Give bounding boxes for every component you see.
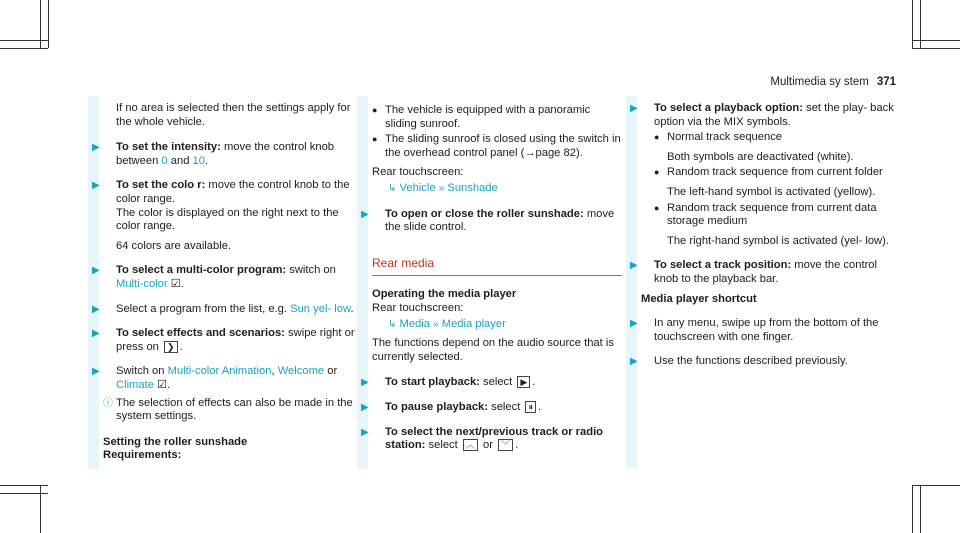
step-track: ▶ To select the next/previous track or radio station: select ︿ or ﹀ . xyxy=(361,425,604,452)
column-3 xyxy=(626,96,898,469)
step-multicolor: ▶ To select a multi-color program: switch on Multi-color ☑. xyxy=(92,264,336,290)
value-link[interactable]: 10 xyxy=(192,154,205,167)
column-2: ● The vehicle is equipped with a panoramic sliding sunroof. ● The sliding sunroof is closed using the switch in the overhead control panel (→page 82). Rear touchscreen: ↳ Vehicle » Sunshade ▶ To open or close the roller sunshade: move the slide control. Rear media Operating the media player Rear touchscreen: ↳ Media » Media player The functions depend on the audio source that is currently selected. ▶ To start playback: select ▶ . ▶ To pause playback: select ⏸ . ▶ To select the next/previous track or radio station: select ︿ or ﹀ . xyxy=(357,96,629,469)
section-heading: Rear media xyxy=(372,257,622,277)
requirements-label: Requirements: xyxy=(103,449,182,462)
arrow-icon: ▶ xyxy=(361,377,369,389)
climate-link[interactable]: Climate xyxy=(116,378,154,391)
step-start: ▶ To start playback: select ▶ . xyxy=(361,376,536,389)
nav-path: ↳ Media » Media player xyxy=(388,317,506,330)
step-pause: ▶ To pause playback: select ⏸ . xyxy=(361,400,542,413)
arrow-icon: ▶ xyxy=(92,366,100,378)
arrow-icon: ▶ xyxy=(92,328,100,340)
step-swipe: ▶ In any menu, swipe up from the bottom of the touchscreen with one finger. xyxy=(630,317,879,343)
step-program: ▶ Select a program from the list, e.g. Sun yel- low. xyxy=(92,302,354,315)
play-icon: ▶ xyxy=(517,376,530,388)
arrow-icon: ▶ xyxy=(361,401,369,413)
step-animation: ▶ Switch on Multi-color Animation, Welcome or Climate ☑. xyxy=(92,365,338,391)
arrow-icon: ▶ xyxy=(361,426,369,438)
list-item: ● The vehicle is equipped with a panoramic sliding sunroof. xyxy=(372,104,591,130)
value-link[interactable]: 0 xyxy=(161,154,168,167)
crop-mark xyxy=(912,40,960,41)
margin-bar xyxy=(626,96,637,469)
step-colour: ▶ To set the colo r: move the control knob to the color range. The color is displayed on the right next to the color range. 64 colors are available. xyxy=(92,179,350,252)
nav-path: ↳ Vehicle » Sunshade xyxy=(388,181,498,194)
intro-text: If no area is selected then the settings apply for the whole vehicle. xyxy=(116,102,351,128)
ref-arrow: → xyxy=(524,146,536,159)
list-item: ● Random track sequence from current data storage medium The right-hand symbol is activated (yel- low). xyxy=(654,201,889,247)
column-1 xyxy=(88,96,360,469)
list-item: ● Random track sequence from current folder The left-hand symbol is activated (yellow). xyxy=(654,166,883,198)
crop-mark xyxy=(912,485,960,486)
animation-link[interactable]: Multi-color Animation xyxy=(167,365,272,378)
step-sunshade: ▶ To open or close the roller sunshade: move the slide control. xyxy=(361,207,615,234)
info-icon: ⓘ xyxy=(103,397,113,409)
step-playback-option: ▶ To select a playback option: set the play- back option via the MIX symbols. ● Normal track sequence Both symbols are deactivated (white). ● Random track sequence from current folder The left-hand symbol is activated (yellow). ● Random track sequence from current data storage medium The right-hand symbol is activated (yel- low). xyxy=(641,102,896,248)
crop-mark xyxy=(912,485,913,533)
chevron-up-icon: ︿ xyxy=(463,439,478,451)
crop-mark xyxy=(912,48,960,49)
section-title: Multimedia sy stem xyxy=(770,76,869,88)
arrow-icon: ▶ xyxy=(92,180,100,192)
subheading: Operating the media player xyxy=(372,288,517,301)
crop-mark xyxy=(0,40,48,41)
crop-mark xyxy=(48,0,49,48)
crop-mark xyxy=(0,493,48,494)
list-item: ● Normal track sequence Both symbols are deactivated (white). xyxy=(654,131,854,163)
step-use: ▶ Use the functions described previously. xyxy=(630,355,848,368)
nav-arrow-icon: ↳ xyxy=(388,318,397,330)
arrow-icon: ▶ xyxy=(630,318,638,330)
crop-mark xyxy=(0,48,48,49)
info-note: ⓘ The selection of effects can also be made in the system settings. xyxy=(103,396,353,423)
welcome-link[interactable]: Welcome xyxy=(277,365,325,378)
page-header xyxy=(770,76,896,88)
nav-arrow-icon: ↳ xyxy=(388,182,397,194)
step-intensity: ▶ To set the intensity: move the control knob between 0 and 10. xyxy=(92,141,335,167)
subheading: Setting the roller sunshade xyxy=(103,435,248,448)
chevron-down-icon: ﹀ xyxy=(498,439,513,451)
chevron-right-icon: ❯ xyxy=(164,341,178,353)
arrow-icon: ▶ xyxy=(92,303,100,315)
crop-mark xyxy=(0,485,48,486)
pause-icon: ⏸ xyxy=(525,401,536,413)
page-number: 371 xyxy=(876,76,896,88)
arrow-icon: ▶ xyxy=(630,356,638,368)
arrow-icon: ▶ xyxy=(92,142,100,154)
double-chevron-icon: » xyxy=(433,318,439,330)
subheading: Media player shortcut xyxy=(641,292,757,305)
list-item: ● The sliding sunroof is closed using the switch in the overhead control panel (→page 82). xyxy=(372,133,621,159)
arrow-icon: ▶ xyxy=(92,265,100,277)
multicolor-link[interactable]: Multi-color xyxy=(116,277,168,290)
step-effects: ▶ To select effects and scenarios: swipe right or press on ❯ . xyxy=(92,327,355,353)
checkbox-icon: ☑ xyxy=(170,277,181,290)
arrow-icon: ▶ xyxy=(361,208,369,220)
arrow-icon: ▶ xyxy=(630,260,638,272)
arrow-icon: ▶ xyxy=(630,103,638,114)
checkbox-icon: ☑ xyxy=(157,378,168,391)
double-chevron-icon: » xyxy=(438,182,445,194)
sun-yellow-link[interactable]: Sun yel- low xyxy=(290,302,351,315)
step-track-position: ▶ To select a track position: move the control knob to the playback bar. xyxy=(630,259,878,285)
crop-mark xyxy=(920,485,921,533)
